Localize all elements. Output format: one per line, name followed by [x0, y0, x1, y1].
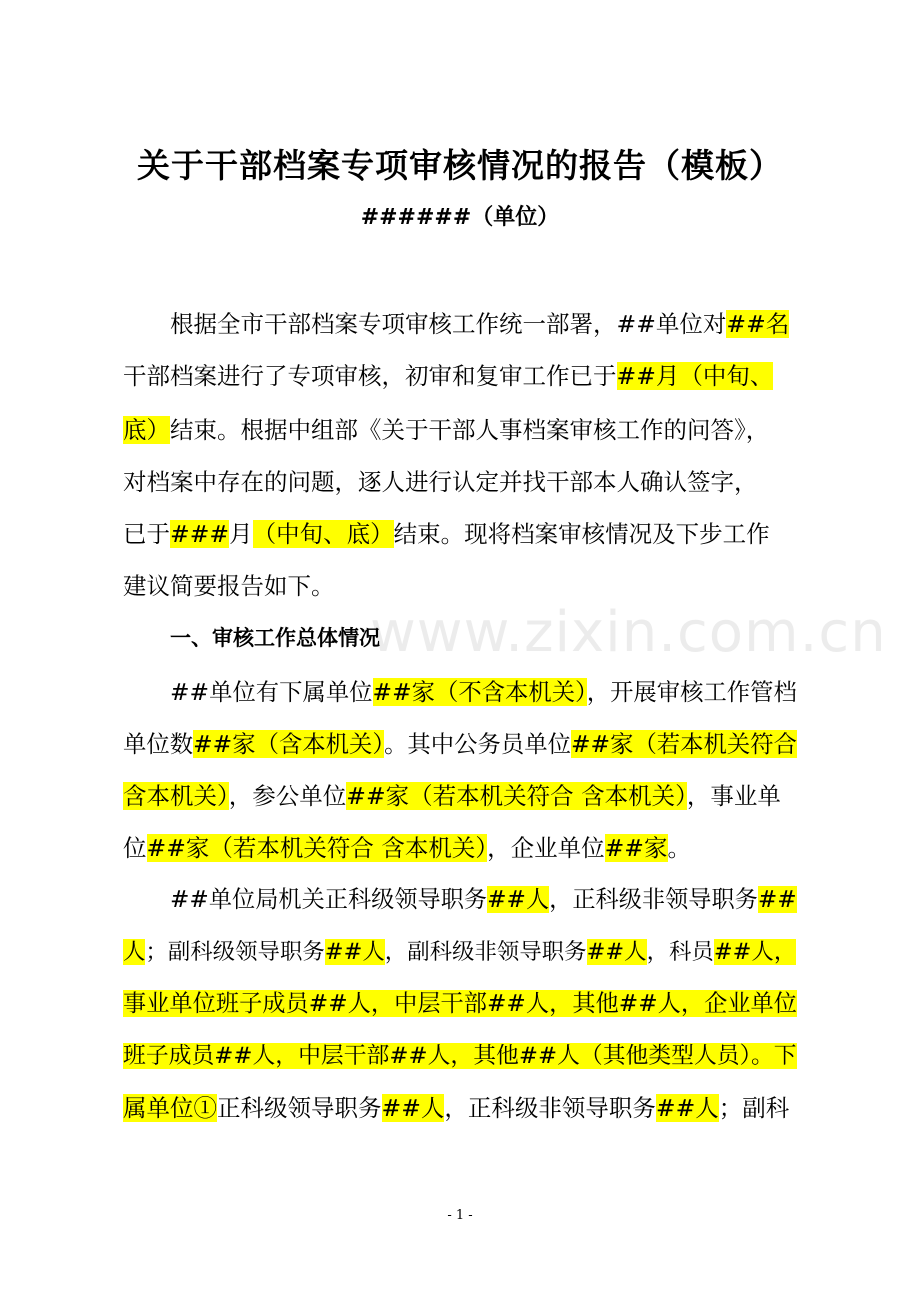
paragraph-1-line-5: 已于###月（中旬、底）结束。现将档案审核情况及下步工作	[123, 520, 770, 548]
paragraph-3-line-5: 属单位①正科级领导职务##人，正科级非领导职务##人；副科	[123, 1094, 790, 1122]
paragraph-2-line-3: 含本机关），参公单位##家（若本机关符合 含本机关），事业单	[123, 782, 781, 810]
watermark: www.zixin.com.cn	[370, 600, 887, 665]
paragraph-1-line-4: 对档案中存在的问题，逐人进行认定并找干部本人确认签字，	[123, 468, 758, 496]
page-number: - 1 -	[447, 1208, 473, 1223]
document-subtitle: ######（单位）	[360, 205, 560, 230]
paragraph-1-line-3: 底）结束。根据中组部《关于干部人事档案审核工作的问答》，	[123, 416, 770, 444]
paragraph-3-line-3: 事业单位班子成员##人，中层干部##人，其他##人，企业单位	[123, 990, 797, 1017]
section-heading-1: 一、审核工作总体情况	[170, 626, 380, 650]
paragraph-2-line-1: ##单位有下属单位##家（不含本机关），开展审核工作管档	[170, 678, 797, 706]
paragraph-2-line-4: 位##家（若本机关符合 含本机关），企业单位##家。	[123, 834, 691, 862]
paragraph-3-line-1: ##单位局机关正科级领导职务##人，正科级非领导职务##	[170, 886, 797, 913]
paragraph-1-line-6: 建议简要报告如下。	[123, 572, 335, 600]
paragraph-3-line-4: 班子成员##人，中层干部##人，其他##人（其他类型人员）。下	[123, 1043, 797, 1069]
document-title: 关于干部档案专项审核情况的报告（模板）	[137, 146, 783, 185]
paragraph-3-line-2: 人；副科级领导职务##人，副科级非领导职务##人，科员##人，	[123, 939, 797, 965]
paragraph-1-line-1: 根据全市干部档案专项审核工作统一部署，##单位对##名	[170, 310, 790, 338]
paragraph-2-line-2: 单位数##家（含本机关）。其中公务员单位##家（若本机关符合	[123, 730, 797, 758]
paragraph-1-line-2: 干部档案进行了专项审核，初审和复审工作已于##月（中旬、	[123, 362, 774, 390]
